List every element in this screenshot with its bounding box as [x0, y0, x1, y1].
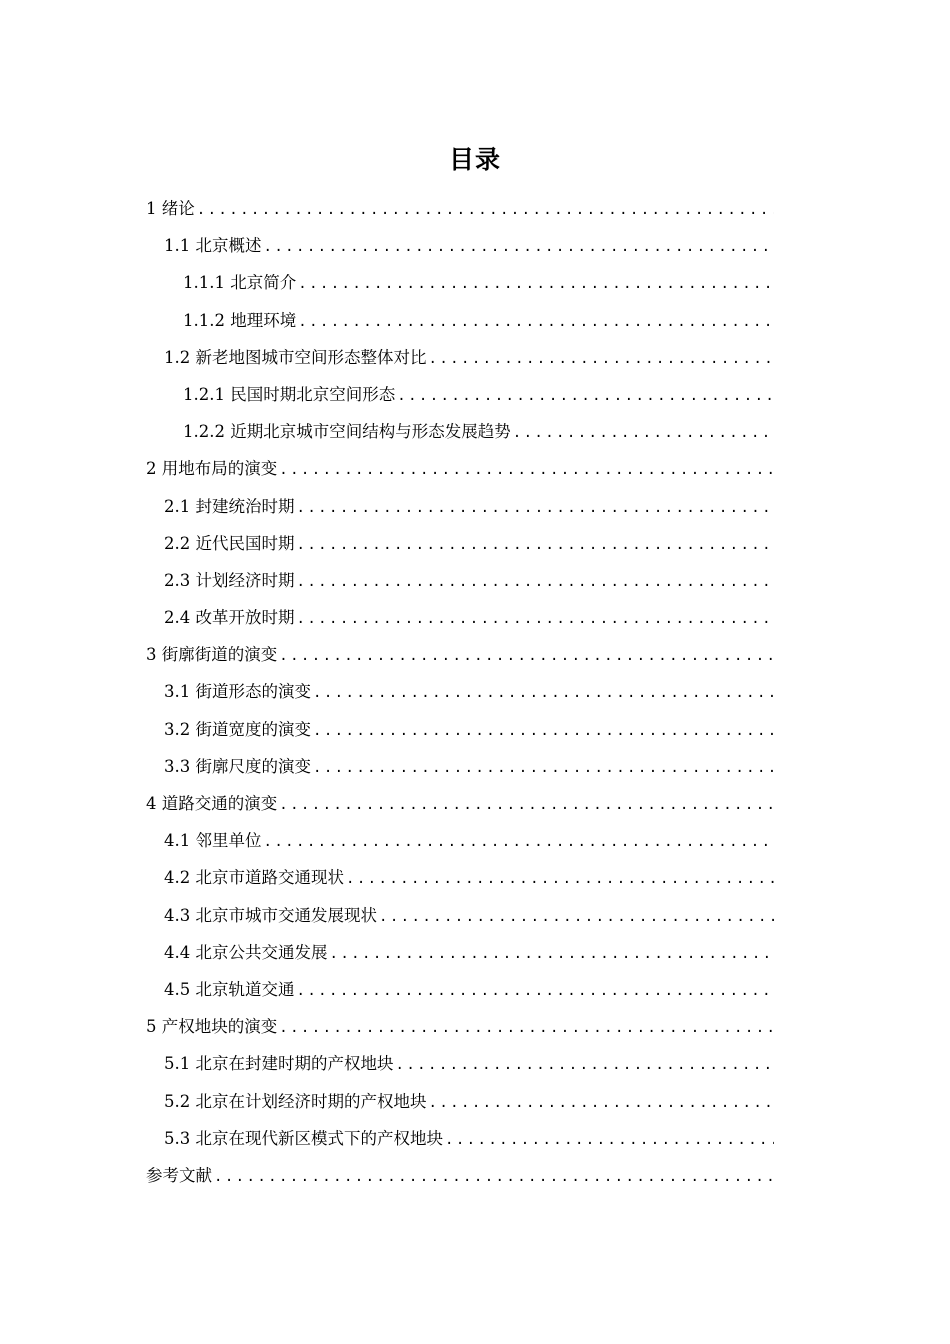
toc-entry-text: 1.1 北京概述	[164, 236, 262, 256]
toc-entry-text: 4.3 北京市城市交通发展现状	[164, 905, 377, 925]
toc-entry-text: 3 街廓街道的演变	[146, 645, 278, 665]
toc-dot-leader	[379, 899, 774, 936]
toc-entry[interactable]	[146, 1045, 774, 1082]
toc-entry-text: 1.2.1 民国时期北京空间形态	[183, 384, 396, 404]
toc-entry[interactable]	[146, 376, 774, 413]
toc-entry[interactable]	[146, 525, 774, 562]
toc-dot-leader	[297, 564, 775, 601]
toc-entry-text: 4.5 北京轨道交通	[164, 979, 295, 999]
toc-dot-leader	[279, 638, 774, 675]
toc-entry[interactable]	[146, 599, 774, 636]
toc-entry[interactable]	[146, 302, 774, 339]
toc-entry[interactable]	[146, 488, 774, 525]
toc-dot-leader	[197, 192, 774, 229]
toc-entry[interactable]	[146, 934, 774, 971]
toc-entry[interactable]	[146, 897, 774, 934]
toc-entry[interactable]	[146, 673, 774, 710]
toc-dot-leader	[313, 713, 774, 750]
toc-entry[interactable]	[146, 227, 774, 264]
toc-dot-leader	[264, 824, 775, 861]
toc-dot-leader	[313, 750, 774, 787]
toc-entry-text: 参考文献	[146, 1165, 212, 1185]
toc-dot-leader	[297, 601, 775, 638]
toc-dot-leader	[397, 378, 774, 415]
toc-entry[interactable]	[146, 413, 774, 450]
toc-entry[interactable]	[146, 1157, 774, 1194]
toc-dot-leader	[279, 452, 774, 489]
toc-entry-text: 3.2 街道宽度的演变	[164, 719, 311, 739]
toc-dot-leader	[297, 490, 775, 527]
toc-entry[interactable]	[146, 971, 774, 1008]
toc-dot-leader	[279, 1010, 774, 1047]
toc-dot-leader	[297, 527, 775, 564]
toc-dot-leader	[429, 1085, 775, 1122]
toc-entry[interactable]	[146, 339, 774, 376]
toc-entry[interactable]	[146, 190, 774, 227]
toc-dot-leader	[298, 304, 774, 341]
toc-dot-leader	[297, 973, 775, 1010]
toc-dot-leader	[445, 1122, 774, 1159]
toc-entry-text: 4.1 邻里单位	[164, 831, 262, 851]
toc-dot-leader	[264, 229, 775, 266]
toc-dot-leader	[214, 1159, 774, 1196]
toc-dot-leader	[298, 266, 774, 303]
toc-dot-leader	[313, 675, 774, 712]
toc-entry[interactable]	[146, 748, 774, 785]
toc-entry[interactable]	[146, 1008, 774, 1045]
toc-entry-text: 5 产权地块的演变	[146, 1017, 278, 1037]
toc-entry-text: 4.4 北京公共交通发展	[164, 942, 328, 962]
toc-entry-text: 1.2.2 近期北京城市空间结构与形态发展趋势	[183, 422, 511, 442]
toc-dot-leader	[513, 415, 774, 452]
toc-entry-text: 2.1 封建统治时期	[164, 496, 295, 516]
toc-entry-text: 3.1 街道形态的演变	[164, 682, 311, 702]
toc-entry-text: 1.1.2 地理环境	[183, 310, 297, 330]
toc-entry-text: 5.2 北京在计划经济时期的产权地块	[164, 1091, 427, 1111]
toc-dot-leader	[330, 936, 775, 973]
toc-entry[interactable]	[146, 264, 774, 301]
toc-entry[interactable]	[146, 822, 774, 859]
toc-entry[interactable]	[146, 859, 774, 896]
toc-entry-text: 5.3 北京在现代新区模式下的产权地块	[164, 1128, 443, 1148]
toc-entry-text: 1.1.1 北京简介	[183, 273, 297, 293]
toc-entry-text: 2.4 改革开放时期	[164, 608, 295, 628]
toc-dot-leader	[396, 1047, 775, 1084]
toc-entry[interactable]	[146, 1083, 774, 1120]
toc-title: 目录	[448, 145, 501, 174]
toc-entry-text: 2 用地布局的演变	[146, 459, 278, 479]
toc-entry[interactable]	[146, 785, 774, 822]
toc-entry[interactable]	[146, 450, 774, 487]
toc-entry-text: 1 绪论	[146, 199, 195, 218]
toc-entry[interactable]	[146, 562, 774, 599]
toc-entry-text: 2.2 近代民国时期	[164, 533, 295, 553]
toc-entry[interactable]	[146, 636, 774, 673]
toc-dot-leader	[279, 787, 774, 824]
toc-dot-leader	[346, 861, 774, 898]
toc-entry-text: 4 道路交通的演变	[146, 794, 278, 813]
toc-entry-text: 5.1 北京在封建时期的产权地块	[164, 1054, 394, 1074]
table-of-contents	[146, 190, 774, 1194]
toc-entry-text: 1.2 新老地图城市空间形态整体对比	[164, 347, 427, 367]
toc-dot-leader	[429, 341, 775, 378]
toc-entry-text: 2.3 计划经济时期	[164, 570, 295, 590]
toc-entry-text: 3.3 街廓尺度的演变	[164, 756, 311, 776]
toc-entry[interactable]	[146, 1120, 774, 1157]
toc-entry-text: 4.2 北京市道路交通现状	[164, 868, 344, 888]
toc-entry[interactable]	[146, 711, 774, 748]
